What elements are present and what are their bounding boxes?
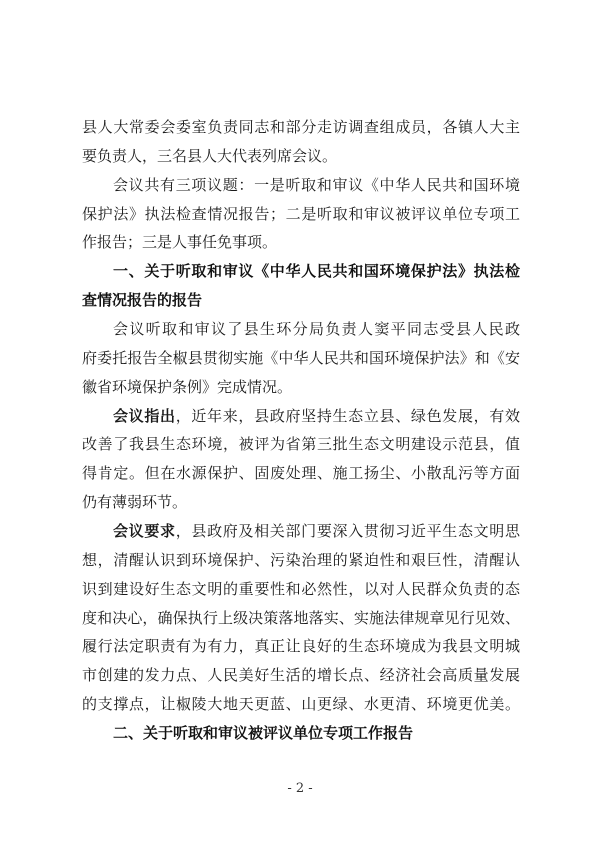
text-line: 识到建设好生态文明的重要性和必然性，以对人民群众负责的态 <box>82 579 520 598</box>
heading-line: 二、关于听取和审议被评议单位专项工作报告 <box>113 724 414 743</box>
text-line: 保护法》执法检查情况报告；二是听取和审议被评议单位专项工 <box>82 204 520 223</box>
text-line: 仍有薄弱环节。 <box>82 493 188 512</box>
section-heading-2 <box>82 719 520 748</box>
text-line: 府委托报告全椒县贯彻实施《中华人民共和国环境保护法》和《安 <box>82 348 520 367</box>
text-line: 会议共有三项议题：一是听取和审议《中华人民共和国环境 <box>113 175 520 194</box>
text-line: 作报告；三是人事任免事项。 <box>82 233 278 252</box>
paragraph-agenda <box>82 171 520 258</box>
text-line: 度和决心，确保执行上级决策落地落实、实施法律规章见行见效、 <box>82 608 520 627</box>
paragraph-lead: 会议指出 <box>113 406 176 425</box>
paragraph-report-heard <box>82 315 520 402</box>
text-line: 市创建的发力点、人民美好生活的增长点、经济社会高质量发展 <box>82 666 520 685</box>
page-number: - 2 - <box>287 781 313 796</box>
paragraph-meeting-noted <box>82 402 520 517</box>
text-line: 徽省环境保护条例》完成情况。 <box>82 377 293 396</box>
section-heading-1 <box>82 257 520 315</box>
text-span: ，近年来，县政府坚持生态立县、绿色发展，有效 <box>175 406 520 425</box>
text-line: 履行法定职责有为有力，真正让良好的生态环境成为我县文明城 <box>82 637 520 656</box>
text-line: 想，清醒认识到环境保护、污染治理的紧迫性和艰巨性，清醒认 <box>82 550 520 569</box>
heading-line: 一、关于听取和审议《中华人民共和国环境保护法》执法检 <box>113 262 520 281</box>
text-line <box>82 402 520 431</box>
text-span: ，县政府及相关部门要深入贯彻习近平生态文明思 <box>175 522 520 541</box>
paragraph-attendees <box>82 113 520 171</box>
document-body <box>82 113 520 748</box>
paragraph-meeting-required <box>82 517 520 719</box>
text-line: 县人大常委会委室负责同志和部分走访调查组成员，各镇人大主 <box>82 118 520 136</box>
text-line: 得肯定。但在水源保护、固废处理、施工扬尘、小散乱污等方面 <box>82 464 520 483</box>
text-line: 要负责人，三名县人大代表列席会议。 <box>82 146 338 165</box>
text-line <box>82 517 520 546</box>
paragraph-lead: 会议要求 <box>113 522 176 541</box>
text-line: 改善了我县生态环境，被评为省第三批生态文明建设示范县，值 <box>82 435 520 454</box>
heading-line: 查情况报告的报告 <box>82 291 203 310</box>
text-line: 的支撑点，让椒陵大地天更蓝、山更绿、水更清、环境更优美。 <box>82 695 520 714</box>
text-line: 会议听取和审议了县生环分局负责人窦平同志受县人民政 <box>113 320 520 339</box>
